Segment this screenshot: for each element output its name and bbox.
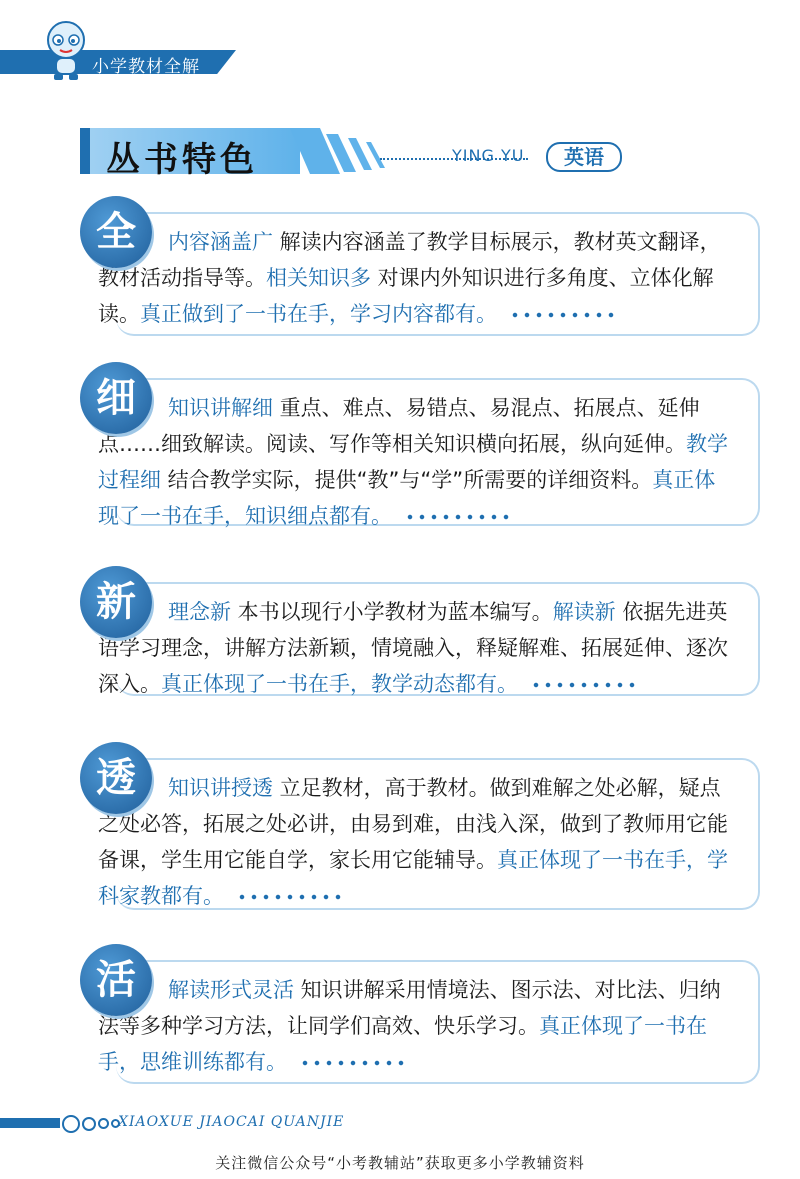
body-text: 本书以现行小学教材为蓝本编写。: [231, 600, 553, 624]
body-text: 结合教学实际，提供“教”与“学”所需要的详细资料。: [161, 468, 653, 492]
feature-badge: 细: [80, 362, 152, 434]
footer-series-pinyin: XIAOXUE JIAOCAI QUANJIE: [118, 1114, 345, 1130]
feature-text: [98, 224, 736, 332]
stripes-decoration: [290, 124, 450, 180]
keyword: 知识讲授透: [168, 776, 273, 800]
keyword: 内容涵盖广: [168, 230, 273, 254]
feature-block: [80, 362, 760, 526]
feature-badge: 全: [80, 196, 152, 268]
footer-bar: [0, 1118, 60, 1128]
feature-block: [80, 944, 760, 1084]
body-text: 对课内外知识进行多角度、立体化解读。: [98, 266, 714, 326]
footer-circles-decoration: [62, 1113, 122, 1133]
summary-text: 真正体现了一书在手，知识细点都有。: [98, 468, 716, 528]
summary-text: 真正体现了一书在手，学科家教都有。: [98, 848, 728, 908]
dots-decoration: [299, 1058, 407, 1068]
dots-decoration: [530, 680, 638, 690]
keyword: 教学过程细: [98, 432, 728, 492]
dots-decoration: [236, 892, 344, 902]
keyword: 相关知识多: [266, 266, 371, 290]
body-text: 立足教材，高于教材。做到难解之处必解，疑点之处必答，拓展之处必讲，由易到难，由浅入深，做到了教师用它能备课，学生用它能自学，家长用它能辅导。: [98, 776, 728, 872]
feature-block: [80, 196, 760, 336]
summary-text: 真正体现了一书在手，教学动态都有。: [161, 672, 518, 696]
body-text: 解读内容涵盖了教学目标展示，教材英文翻译，教材活动指导等。: [98, 230, 721, 290]
feature-text: [98, 770, 736, 914]
section-header: [80, 124, 720, 180]
feature-badge: 透: [80, 742, 152, 814]
body-text: 重点、难点、易错点、易混点、拓展点、延伸点……细致解读。阅读、写作等相关知识横向拓展，纵向延伸。: [98, 396, 700, 456]
keyword: 知识讲解细: [168, 396, 273, 420]
section-title: 丛书特色: [106, 140, 258, 180]
body-text: 依据先进英语学习理念，讲解方法新颖，情境融入，释疑解难、拓展延伸、逐次深入。: [98, 600, 728, 696]
feature-text: [98, 594, 736, 702]
feature-block: [80, 566, 760, 696]
dots-decoration: [509, 310, 617, 320]
feature-badge: 新: [80, 566, 152, 638]
mascot-icon: [38, 18, 94, 82]
feature-text: [98, 972, 736, 1080]
series-title: 小学教材全解: [92, 57, 200, 77]
feature-text: [98, 390, 736, 534]
summary-text: 真正做到了一书在手，学习内容都有。: [140, 302, 497, 326]
summary-text: 真正体现了一书在手，思维训练都有。: [98, 1014, 707, 1074]
dots-decoration: [404, 512, 512, 522]
feature-block: [80, 742, 760, 910]
body-text: 知识讲解采用情境法、图示法、对比法、归纳法等多种学习方法，让同学们高效、快乐学习。: [98, 978, 721, 1038]
subject-label: 英语: [546, 142, 622, 172]
footer-note: 关注微信公众号“小考教辅站”获取更多小学教辅资料: [215, 1154, 585, 1172]
keyword: 理念新: [168, 600, 231, 624]
subject-pinyin: YING YU: [452, 146, 525, 165]
keyword: 解读形式灵活: [168, 978, 294, 1002]
keyword: 解读新: [552, 600, 616, 624]
feature-badge: 活: [80, 944, 152, 1016]
